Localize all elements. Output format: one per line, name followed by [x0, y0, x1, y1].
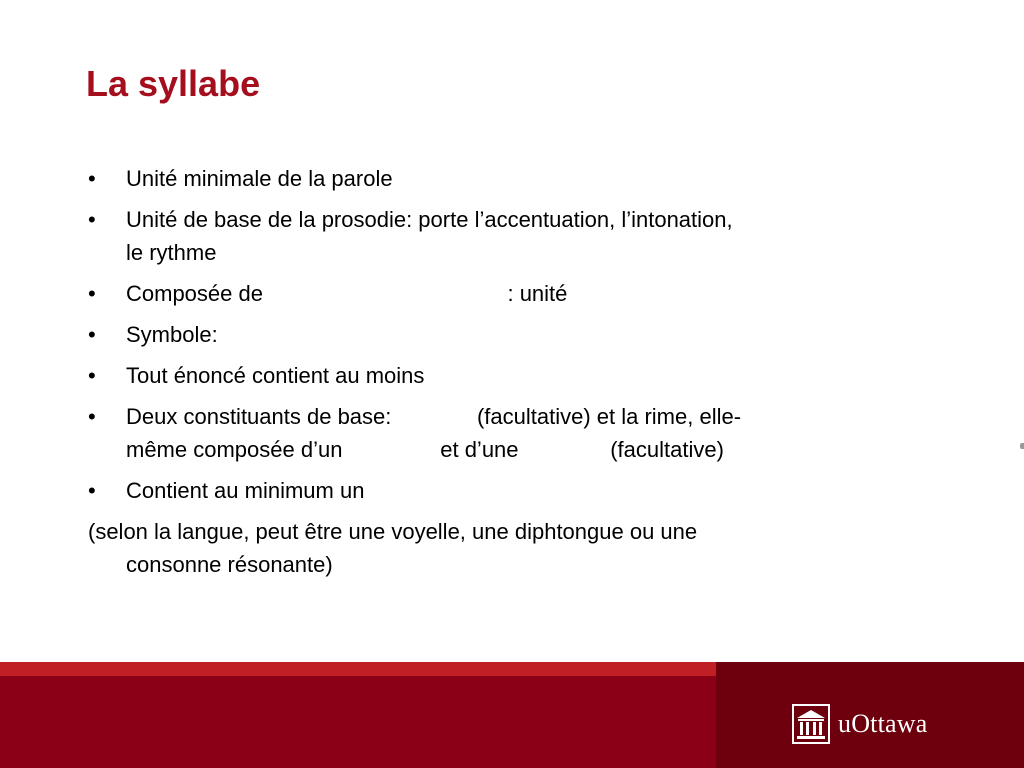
bullet-text: Unité de base de la prosodie: porte l’accentuation, l’intonation, [126, 207, 733, 232]
bullet-item [88, 318, 968, 351]
bullet-dot: • [88, 404, 96, 429]
bullet-text: Symbole: [126, 322, 218, 347]
bullet-list [88, 162, 968, 581]
bullet-dot: • [88, 322, 96, 347]
bullet-text: Composée de : unité [126, 281, 568, 306]
bullet-text: Contient au minimum un [126, 478, 365, 503]
slide-title: La syllabe [86, 63, 261, 104]
bullet-item [88, 474, 968, 507]
building-icon [792, 704, 830, 744]
bullet-text: Tout énoncé contient au moins [126, 363, 425, 388]
bullet-item [88, 400, 968, 466]
bullet-dot: • [88, 363, 96, 388]
note-text-continued: consonne résonante) [126, 552, 333, 577]
bullet-item [88, 162, 968, 195]
bullet-text: Unité minimale de la parole [126, 166, 393, 191]
bullet-item [88, 359, 968, 392]
bullet-dot: • [88, 166, 96, 191]
bullet-dot: • [88, 281, 96, 306]
bullet-text-continued: même composée d’un et d’une (facultative) [126, 437, 724, 462]
bullet-dot: • [88, 207, 96, 232]
bullet-dot: • [88, 478, 96, 503]
bullet-text: Deux constituants de base: (facultative) et la rime, elle- [126, 404, 742, 429]
bullet-item [88, 203, 968, 269]
note-paragraph [88, 515, 968, 581]
bullet-item [88, 277, 968, 310]
bullet-text-continued: le rythme [126, 240, 217, 265]
note-text: (selon la langue, peut être une voyelle, une diphtongue ou une [88, 519, 698, 544]
logo-wordmark: uOttawa [838, 709, 928, 738]
uottawa-logo [792, 704, 927, 744]
edge-mark [1020, 443, 1024, 449]
